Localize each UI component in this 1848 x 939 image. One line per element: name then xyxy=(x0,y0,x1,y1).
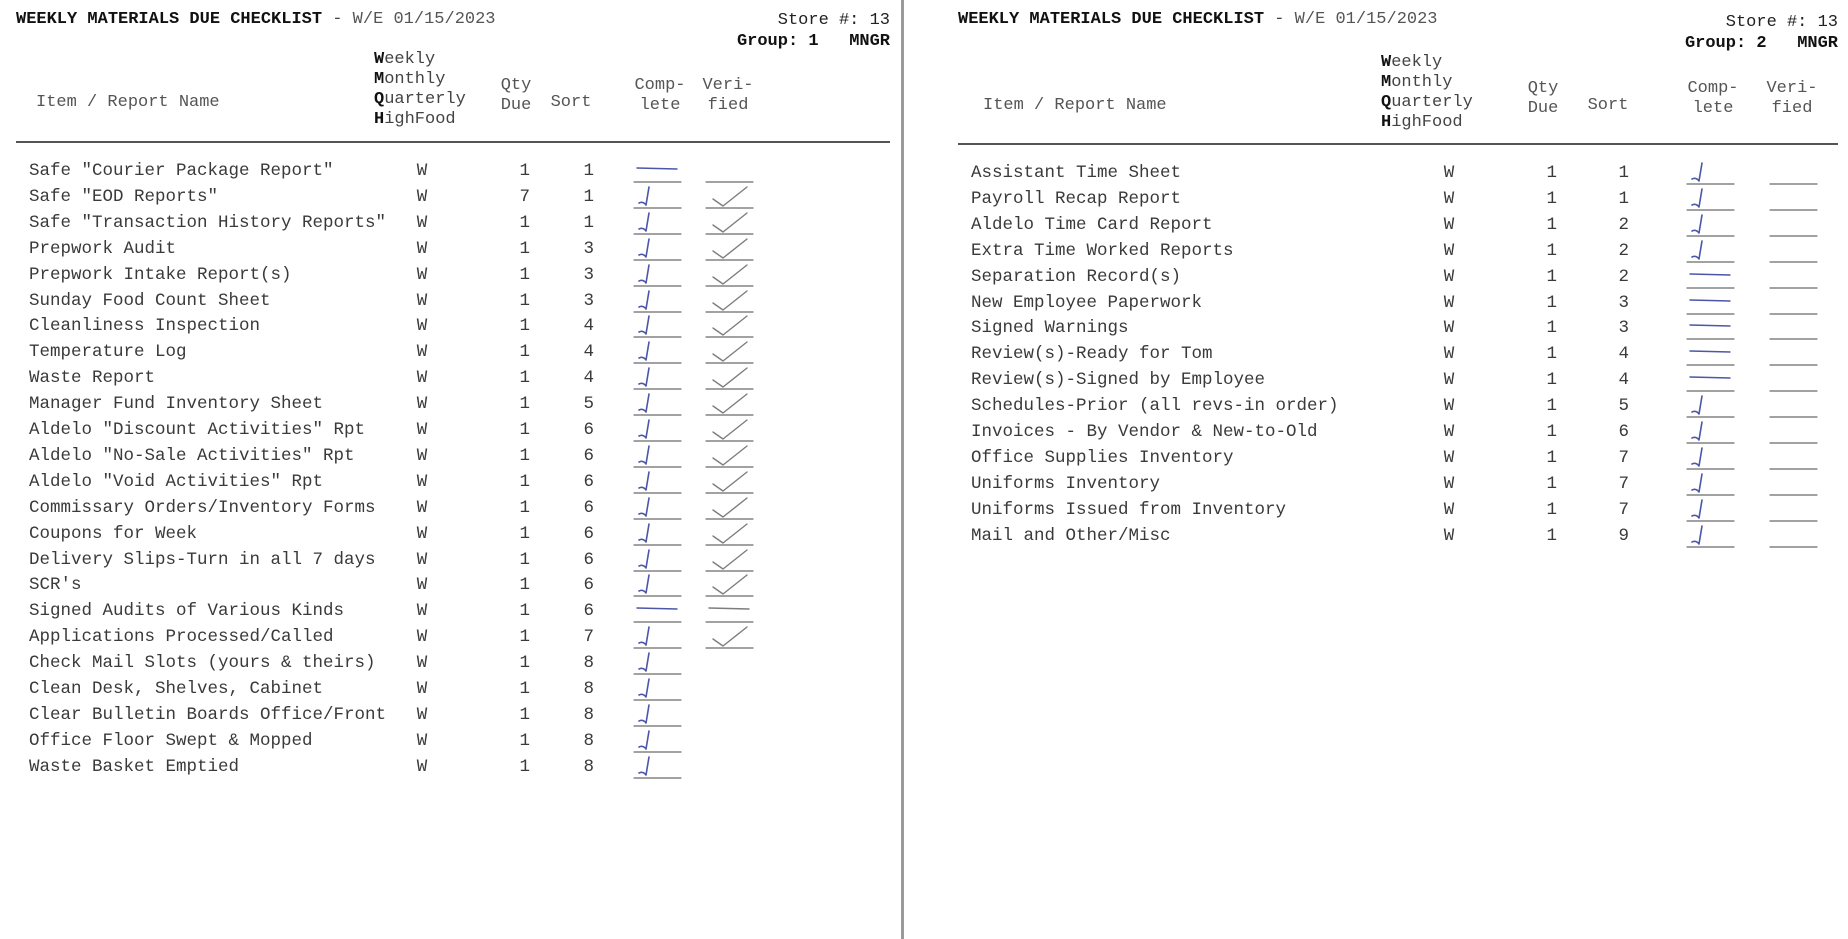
sheet-title: WEEKLY MATERIALS DUE CHECKLIST xyxy=(958,10,1265,29)
item-name: Aldelo "Void Activities" Rpt xyxy=(29,471,324,492)
col-header-qty: Qty Due xyxy=(1527,79,1559,118)
item-name: Invoices - By Vendor & New-to-Old xyxy=(971,422,1318,442)
item-name: Clear Bulletin Boards Office/Front xyxy=(29,704,387,725)
item-qty-due: 1 xyxy=(1546,214,1557,235)
item-frequency: W xyxy=(1443,370,1455,391)
item-sort: 8 xyxy=(583,679,594,699)
item-sort: 6 xyxy=(583,575,594,596)
checklist-sheet-group-1 xyxy=(0,0,900,939)
store-number: 13 xyxy=(1817,13,1838,32)
item-frequency: W xyxy=(416,420,428,440)
item-qty-due: 1 xyxy=(519,316,530,337)
freq-legend-quarterly: Quarterly xyxy=(1381,93,1473,112)
checklist-row xyxy=(0,753,900,783)
item-qty-due: 1 xyxy=(1546,240,1557,261)
checklist-row xyxy=(940,522,1848,552)
item-qty-due: 1 xyxy=(1546,422,1557,442)
item-sort: 6 xyxy=(583,601,594,622)
item-sort: 3 xyxy=(583,264,594,285)
item-name: Office Floor Swept & Mopped xyxy=(29,730,313,751)
item-sort: 1 xyxy=(583,212,594,233)
item-qty-due: 1 xyxy=(519,471,530,492)
item-sort: 6 xyxy=(583,445,594,466)
item-qty-due: 1 xyxy=(1546,188,1557,209)
col-header-sort: Sort xyxy=(550,93,592,112)
group-label: Group: xyxy=(1684,34,1747,53)
item-sort: 8 xyxy=(583,756,594,777)
item-sort: 7 xyxy=(1618,447,1629,468)
item-frequency: W xyxy=(416,316,428,337)
item-frequency: W xyxy=(416,186,428,207)
item-sort: 7 xyxy=(583,627,594,648)
item-frequency: W xyxy=(416,497,428,518)
item-name: Aldelo "Discount Activities" Rpt xyxy=(29,420,366,440)
item-qty-due: 1 xyxy=(519,523,530,544)
item-qty-due: 1 xyxy=(519,497,530,518)
item-sort: 4 xyxy=(583,368,594,389)
freq-legend-monthly: Monthly xyxy=(1381,73,1453,92)
freq-legend-quarterly: Quarterly xyxy=(374,90,466,109)
item-frequency: W xyxy=(1443,344,1455,365)
item-frequency: W xyxy=(1443,292,1455,313)
item-sort: 7 xyxy=(1618,499,1629,520)
col-header-complete: Comp- lete xyxy=(1687,79,1739,118)
verified-blank-line xyxy=(1769,522,1821,552)
item-sort: 3 xyxy=(1618,318,1629,339)
header-rule xyxy=(16,141,890,143)
item-frequency: W xyxy=(416,445,428,466)
item-name: Safe "Courier Package Report" xyxy=(29,161,334,181)
item-frequency: W xyxy=(416,756,428,777)
item-name: Schedules-Prior (all revs-in order) xyxy=(971,396,1339,417)
item-qty-due: 1 xyxy=(519,575,530,596)
item-sort: 1 xyxy=(583,186,594,207)
item-qty-due: 1 xyxy=(1546,370,1557,391)
item-frequency: W xyxy=(416,575,428,596)
item-qty-due: 1 xyxy=(519,627,530,648)
store-label: Store #: xyxy=(1725,13,1808,32)
item-name: Safe "Transaction History Reports" xyxy=(29,212,387,233)
checklist-sheet-group-2 xyxy=(940,0,1848,939)
item-frequency: W xyxy=(1443,318,1455,339)
item-sort: 4 xyxy=(1618,370,1629,391)
item-sort: 6 xyxy=(583,549,594,570)
item-name: Signed Audits of Various Kinds xyxy=(29,601,345,622)
item-frequency: W xyxy=(416,264,428,285)
item-qty-due: 1 xyxy=(1546,396,1557,417)
col-header-verified: Veri- fied xyxy=(1766,79,1818,118)
col-header-complete: Comp- lete xyxy=(634,76,686,115)
item-name: Prepwork Intake Report(s) xyxy=(29,264,292,285)
item-sort: 4 xyxy=(583,342,594,363)
item-name: Waste Basket Emptied xyxy=(29,756,240,777)
item-qty-due: 1 xyxy=(519,549,530,570)
item-name: Clean Desk, Shelves, Cabinet xyxy=(29,679,324,699)
item-sort: 4 xyxy=(1618,344,1629,365)
col-header-item: Item / Report Name xyxy=(36,93,220,112)
item-qty-due: 1 xyxy=(519,653,530,674)
role-label: MNGR xyxy=(1797,34,1838,53)
item-name: Waste Report xyxy=(29,368,156,389)
group-line xyxy=(737,31,890,52)
item-sort: 1 xyxy=(1618,188,1629,209)
group-number: 2 xyxy=(1756,34,1767,53)
title-separator: - xyxy=(1274,10,1285,29)
item-qty-due: 1 xyxy=(519,368,530,389)
item-frequency: W xyxy=(416,653,428,674)
store-number: 13 xyxy=(869,11,890,30)
item-sort: 1 xyxy=(1618,163,1629,183)
item-name: Review(s)-Ready for Tom xyxy=(971,344,1213,365)
item-name: New Employee Paperwork xyxy=(971,292,1203,313)
item-qty-due: 1 xyxy=(1546,163,1557,183)
item-qty-due: 1 xyxy=(519,679,530,699)
item-qty-due: 1 xyxy=(519,445,530,466)
item-name: Temperature Log xyxy=(29,342,187,363)
item-sort: 5 xyxy=(583,394,594,415)
item-frequency: W xyxy=(416,627,428,648)
group-number: 1 xyxy=(808,32,819,51)
store-line xyxy=(1685,12,1838,33)
item-name: SCR's xyxy=(29,575,82,596)
item-sort: 5 xyxy=(1618,396,1629,417)
item-qty-due: 1 xyxy=(1546,473,1557,494)
store-line xyxy=(737,10,890,31)
item-frequency: W xyxy=(416,549,428,570)
item-name: Payroll Recap Report xyxy=(971,188,1182,209)
item-frequency: W xyxy=(416,342,428,363)
item-qty-due: 1 xyxy=(519,290,530,311)
item-qty-due: 1 xyxy=(519,394,530,415)
page-divider xyxy=(901,0,904,939)
item-name: Aldelo "No-Sale Activities" Rpt xyxy=(29,445,355,466)
item-frequency: W xyxy=(1443,499,1455,520)
item-frequency: W xyxy=(1443,214,1455,235)
item-frequency: W xyxy=(416,679,428,699)
item-sort: 7 xyxy=(1618,473,1629,494)
freq-legend-weekly: Weekly xyxy=(374,50,436,69)
item-sort: 2 xyxy=(1618,266,1629,287)
item-qty-due: 1 xyxy=(519,756,530,777)
item-name: Commissary Orders/Inventory Forms xyxy=(29,497,376,518)
item-qty-due: 1 xyxy=(1546,292,1557,313)
group-label: Group: xyxy=(736,32,799,51)
item-qty-due: 1 xyxy=(1546,499,1557,520)
item-sort: 6 xyxy=(583,471,594,492)
item-qty-due: 1 xyxy=(519,161,530,181)
item-frequency: W xyxy=(416,290,428,311)
item-name: Coupons for Week xyxy=(29,523,198,544)
item-qty-due: 1 xyxy=(1546,525,1557,546)
item-sort: 3 xyxy=(1618,292,1629,313)
item-name: Prepwork Audit xyxy=(29,238,177,259)
item-qty-due: 1 xyxy=(519,342,530,363)
item-frequency: W xyxy=(416,161,428,181)
item-name: Signed Warnings xyxy=(971,318,1129,339)
item-name: Assistant Time Sheet xyxy=(971,163,1182,183)
item-frequency: W xyxy=(1443,266,1455,287)
item-sort: 8 xyxy=(583,730,594,751)
title-separator: - xyxy=(332,10,343,29)
item-name: Delivery Slips-Turn in all 7 days xyxy=(29,549,376,570)
item-frequency: W xyxy=(416,368,428,389)
freq-legend-monthly: Monthly xyxy=(374,70,446,89)
item-qty-due: 1 xyxy=(519,601,530,622)
item-name: Uniforms Issued from Inventory xyxy=(971,499,1287,520)
item-qty-due: 1 xyxy=(1546,318,1557,339)
item-name: Office Supplies Inventory xyxy=(971,447,1234,468)
item-frequency: W xyxy=(416,471,428,492)
col-header-item: Item / Report Name xyxy=(983,96,1167,115)
item-name: Aldelo Time Card Report xyxy=(971,214,1213,235)
item-frequency: W xyxy=(416,394,428,415)
item-qty-due: 1 xyxy=(519,730,530,751)
item-frequency: W xyxy=(1443,422,1455,442)
item-frequency: W xyxy=(1443,240,1455,261)
item-sort: 3 xyxy=(583,290,594,311)
item-frequency: W xyxy=(1443,163,1455,183)
item-sort: 6 xyxy=(583,420,594,440)
complete-check-mark-icon xyxy=(1686,522,1738,552)
group-line xyxy=(1685,33,1838,54)
item-qty-due: 1 xyxy=(1546,266,1557,287)
freq-legend-highfood: HighFood xyxy=(374,110,456,129)
sheet-title: WEEKLY MATERIALS DUE CHECKLIST xyxy=(16,10,323,29)
col-header-sort: Sort xyxy=(1587,96,1629,115)
store-block xyxy=(737,10,890,52)
item-frequency: W xyxy=(416,212,428,233)
item-name: Uniforms Inventory xyxy=(971,473,1161,494)
item-frequency: W xyxy=(416,523,428,544)
item-name: Applications Processed/Called xyxy=(29,627,334,648)
item-qty-due: 1 xyxy=(519,420,530,440)
item-frequency: W xyxy=(1443,188,1455,209)
store-block xyxy=(1685,12,1838,54)
freq-legend-highfood: HighFood xyxy=(1381,113,1463,132)
item-frequency: W xyxy=(416,730,428,751)
item-name: Sunday Food Count Sheet xyxy=(29,290,271,311)
item-sort: 1 xyxy=(583,161,594,181)
header-rule xyxy=(958,143,1838,145)
item-name: Mail and Other/Misc xyxy=(971,525,1171,546)
item-sort: 8 xyxy=(583,653,594,674)
item-frequency: W xyxy=(1443,447,1455,468)
frequency-legend xyxy=(1381,53,1473,133)
item-qty-due: 1 xyxy=(1546,447,1557,468)
item-qty-due: 1 xyxy=(519,264,530,285)
item-qty-due: 7 xyxy=(519,186,530,207)
item-sort: 4 xyxy=(583,316,594,337)
store-label: Store #: xyxy=(777,11,860,30)
item-name: Separation Record(s) xyxy=(971,266,1182,287)
item-qty-due: 1 xyxy=(519,212,530,233)
item-sort: 2 xyxy=(1618,240,1629,261)
item-name: Review(s)-Signed by Employee xyxy=(971,370,1266,391)
item-frequency: W xyxy=(416,238,428,259)
item-sort: 6 xyxy=(583,523,594,544)
item-frequency: W xyxy=(416,601,428,622)
item-frequency: W xyxy=(1443,396,1455,417)
item-sort: 2 xyxy=(1618,214,1629,235)
item-sort: 9 xyxy=(1618,525,1629,546)
frequency-legend xyxy=(374,50,466,130)
item-sort: 3 xyxy=(583,238,594,259)
week-ending: W/E 01/15/2023 xyxy=(1294,10,1438,29)
item-name: Check Mail Slots (yours & theirs) xyxy=(29,653,376,674)
item-sort: 6 xyxy=(583,497,594,518)
week-ending: W/E 01/15/2023 xyxy=(352,10,496,29)
item-frequency: W xyxy=(1443,525,1455,546)
col-header-qty: Qty Due xyxy=(500,76,532,115)
item-frequency: W xyxy=(416,704,428,725)
role-label: MNGR xyxy=(849,32,890,51)
item-frequency: W xyxy=(1443,473,1455,494)
item-name: Safe "EOD Reports" xyxy=(29,186,219,207)
item-qty-due: 1 xyxy=(519,704,530,725)
complete-check-mark-icon xyxy=(633,753,685,783)
item-qty-due: 1 xyxy=(1546,344,1557,365)
col-header-verified: Veri- fied xyxy=(702,76,754,115)
item-sort: 8 xyxy=(583,704,594,725)
item-name: Extra Time Worked Reports xyxy=(971,240,1234,261)
item-name: Cleanliness Inspection xyxy=(29,316,261,337)
item-name: Manager Fund Inventory Sheet xyxy=(29,394,324,415)
freq-legend-weekly: Weekly xyxy=(1381,53,1443,72)
item-qty-due: 1 xyxy=(519,238,530,259)
item-sort: 6 xyxy=(1618,422,1629,442)
